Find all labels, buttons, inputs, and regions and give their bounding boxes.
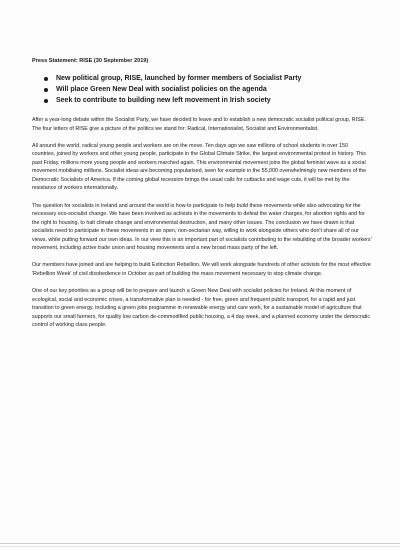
- bullet-item: New political group, RISE, launched by former members of Socialist Party: [44, 73, 372, 84]
- bullet-item: Seek to contribute to building new left movement in Irish society: [44, 95, 372, 106]
- press-statement: [32, 58, 372, 338]
- headline-bullet-list: [32, 73, 372, 106]
- paragraph-global-movement: All around the world, radical young people and workers are on the move. Ten days ago we saw millions of school students in over 150 countries, joined by workers and other young people, participate in the Global Climate Strike, the largest environmental protest in history. This past Friday, millions more young people and workers marched again. This environmental movement joins the global feminist wave as a social movement mobilising millions. Socialist ideas are becoming popularised, seen for example in the 55,000 overwhelmingly new members of the Democratic Socialists of America. If the coming global recession brings the usual calls for cutbacks and wage cuts, it will be met by the resistance of workers internationally.: [32, 142, 367, 192]
- paragraph-intro: After a year-long debate within the Socialist Party, we have decided to leave and to establish a new democratic socialist political group, RISE. The four letters of RISE give a picture of the politics we stand for: Radical, Internationalist, Socialist and Environmentalist.: [32, 117, 366, 132]
- bullet-item: Will place Green New Deal with socialist policies on the agenda: [44, 84, 372, 95]
- statement-heading: Press Statement: RISE (30 September 2019): [32, 58, 149, 64]
- paragraph-socialists-ireland: The question for socialists in Ireland and around the world is how to participate to help build these movements while also advocating for the necessary eco-socialist change. We have been involved as activists in the movements to defeat the water charges, for abortion rights and for the right to housing, to halt climate change and environmental destruction, and many other issues. The conclusion we have drawn is that socialists need to participate in these movements in an open, non-sectarian way, willing to work alongside others who don't share all of our views, while putting forward our own ideas. In our view this is an important part of socialists contributing to the rebuilding of the broader workers' movement, including active trade union and housing movements and a new broad mass party of the left.: [32, 202, 372, 252]
- scan-edge-line: [0, 543, 400, 544]
- scan-edge-line: [0, 546, 400, 547]
- paragraph-green-new-deal: One of our key priorities as a group will be to prepare and launch a Green New Deal with socialist policies for Ireland. At this moment of ecological, social and economic crises, a transformative plan is needed - for free, green and frequent public transport, for a rapid and just transition to green energy, including a green jobs programme in renewable energy and care work, for a sustainable model of agriculture that supports our small farmers, for quality low carbon de-commodified public housing, a 4 day week, and a planned economy under the democratic control of working class people.: [32, 288, 371, 329]
- paragraph-extinction-rebellion: Our members have joined and are helping to build Extinction Rebellion. We will work alongside hundreds of other activists for the most effective 'Rebellion Week' of civil disobedience in October as part of building the mass movement necessary to stop climate change.: [32, 262, 371, 277]
